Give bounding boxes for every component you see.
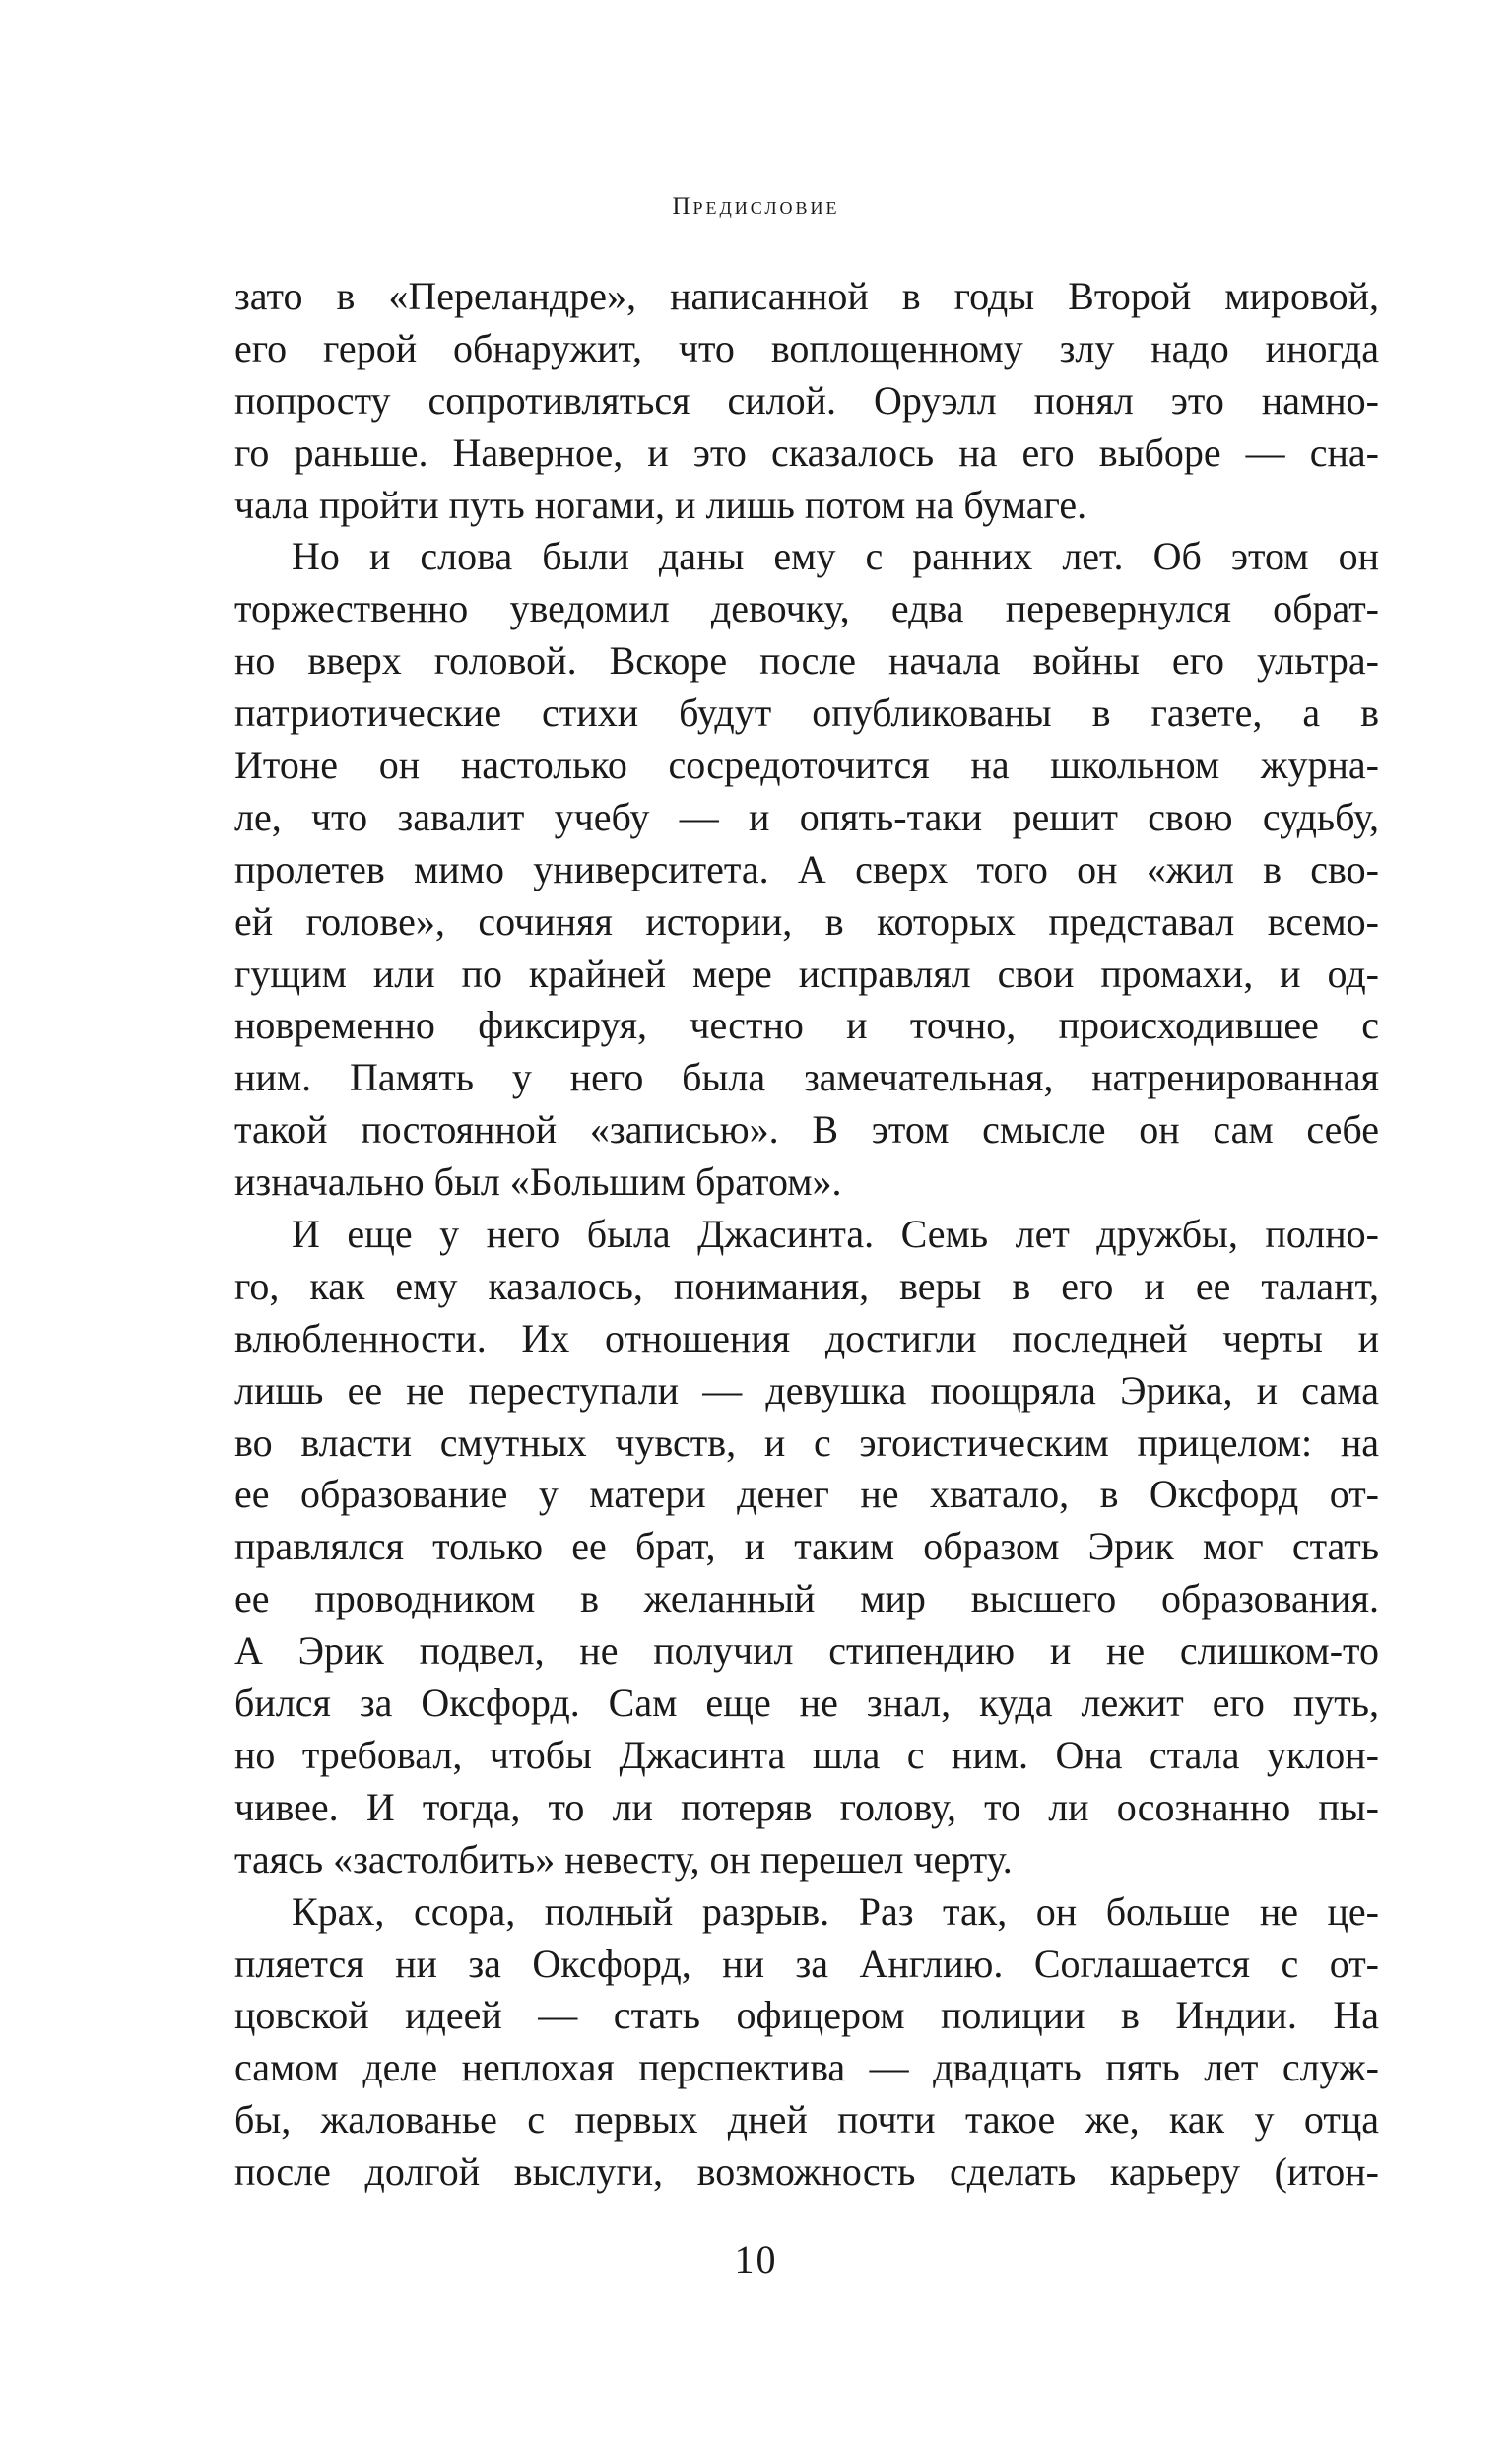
text-line: ее проводником в желанный мир высшего образования. bbox=[234, 1576, 1379, 1621]
text-line: после долгой выслуги, возможность сделать карьеру (итон- bbox=[234, 2149, 1379, 2195]
text-line: бы, жалованье с первых дней почти такое же, как у отца bbox=[234, 2097, 1379, 2143]
text-line: его герой обнаружит, что воплощенному злу надо иногда bbox=[234, 325, 1379, 370]
text-line: А Эрик подвел, не получил стипендию и не слишком-то bbox=[234, 1628, 1379, 1674]
text-line: гущим или по крайней мере исправлял свои промахи, и од- bbox=[234, 951, 1379, 996]
body-text bbox=[234, 271, 1379, 2199]
page-number: 10 bbox=[734, 2237, 778, 2281]
text-line: правлялся только ее брат, и таким образом Эрик мог стать bbox=[234, 1524, 1379, 1569]
paragraph bbox=[234, 1886, 1379, 2199]
text-line: но вверх головой. Вскоре после начала войны его ультра- bbox=[234, 638, 1379, 684]
text-line: чала пройти путь ногами, и лишь потом на бумаге. bbox=[234, 482, 1087, 527]
text-line: таясь «застолбить» невесту, он перешел черту. bbox=[234, 1836, 1013, 1882]
text-line: ним. Память у него была замечательная, натренированная bbox=[234, 1055, 1379, 1100]
text-line: такой постоянной «записью». В этом смысле он сам себе bbox=[234, 1107, 1379, 1153]
text-line: патриотические стихи будут опубликованы в газете, а в bbox=[234, 691, 1379, 736]
text-line: пролетев мимо университета. А сверх того он «жил в сво- bbox=[234, 846, 1379, 891]
text-line: го, как ему казалось, понимания, веры в его и ее талант, bbox=[234, 1263, 1379, 1308]
text-line: чивее. И тогда, то ли потеряв голову, то ли осознанно пы- bbox=[234, 1784, 1379, 1829]
running-head: Предисловие bbox=[672, 193, 840, 220]
text-line: ле, что завалит учебу — и опять-таки решит свою судьбу, bbox=[234, 794, 1379, 839]
text-line: торжественно уведомил девочку, едва перевернулся обрат- bbox=[234, 586, 1379, 631]
text-line: И еще у него была Джасинта. Семь лет дружбы, полно- bbox=[292, 1212, 1379, 1257]
text-line: цовской идеей — стать офицером полиции в Индии. На bbox=[234, 1993, 1379, 2038]
paragraph bbox=[234, 531, 1379, 1209]
text-line: влюбленности. Их отношения достигли последней черты и bbox=[234, 1315, 1379, 1360]
text-line: ей голове», сочиняя истории, в которых представал всемо- bbox=[234, 898, 1379, 944]
text-line: Итоне он настолько сосредоточится на школьном журна- bbox=[234, 743, 1379, 788]
text-line: попросту сопротивляться силой. Оруэлл понял это намно- bbox=[234, 377, 1379, 423]
text-line: изначально был «Большим братом». bbox=[234, 1159, 842, 1205]
text-line: ее образование у матери денег не хватало, в Оксфорд от- bbox=[234, 1472, 1379, 1517]
paragraph bbox=[234, 1209, 1379, 1886]
text-line: во власти смутных чувств, и с эгоистическим прицелом: на bbox=[234, 1420, 1379, 1465]
text-line: лишь ее не переступали — девушка поощряла Эрика, и сама bbox=[234, 1367, 1379, 1413]
text-line: зато в «Переландре», написанной в годы Второй мировой, bbox=[234, 274, 1379, 318]
text-line: новременно фиксируя, честно и точно, происходившее с bbox=[234, 1003, 1379, 1048]
text-line: пляется ни за Оксфорд, ни за Англию. Соглашается с от- bbox=[234, 1941, 1379, 1986]
paragraph bbox=[234, 271, 1379, 531]
text-line: но требовал, чтобы Джасинта шла с ним. Она стала уклон- bbox=[234, 1732, 1379, 1777]
text-line: самом деле неплохая перспектива — двадцать пять лет служ- bbox=[234, 2045, 1379, 2090]
text-line: бился за Оксфорд. Сам еще не знал, куда лежит его путь, bbox=[234, 1681, 1379, 1726]
text-line: го раньше. Наверное, и это сказалось на его выборе — сна- bbox=[234, 429, 1379, 475]
text-line: Крах, ссора, полный разрыв. Раз так, он больше не це- bbox=[292, 1888, 1379, 1934]
text-line: Но и слова были даны ему с ранних лет. Об этом он bbox=[292, 534, 1379, 579]
